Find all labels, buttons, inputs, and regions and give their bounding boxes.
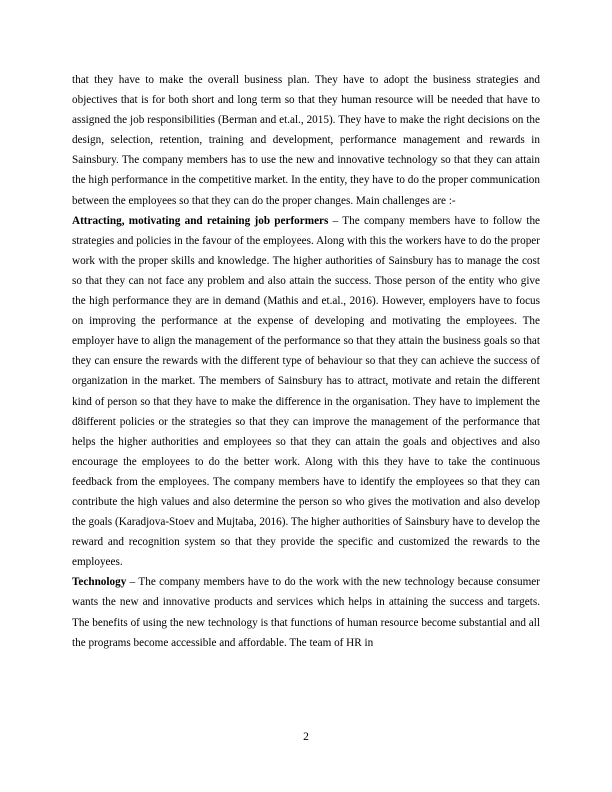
paragraph-intro: that they have to make the overall business plan. They have to adopt the business strategies and objectives that is for both short and long term so that they human resource will be needed that have to assigned the job responsibilities (Berman and et.al., 2015). They have to make the right decisions on the design, selection, retention, training and development, performance management and rewards in Sainsbury. The company members has to use the new and innovative technology so that they can attain the high performance in the competitive market. In the entity, they have to do the proper communication between the employees so that they can do the proper changes. Main challenges are :- — [72, 74, 540, 207]
paragraph-attracting — [72, 211, 540, 573]
section-heading-technology: Technology — [72, 576, 127, 589]
section-body-technology: – The company members have to do the work with the new technology because consumer wants the new and innovative products and services which helps in attaining the success and targets. The benefits of using the new technology is that functions of human resource become substantial and all the programs become accessible and affordable. The team of HR in — [72, 576, 540, 649]
section-body-attracting: – The company members have to follow the strategies and policies in the favour of the employees. Along with this the workers have to do the proper work with the proper skills and knowledge. The higher authorities of Sainsbury has to manage the cost so that they can not face any problem and also attain the success. Those person of the entity who give the high performance they are in demand (Mathis and et.al., 2016). However, employers have to focus on improving the performance at the expense of developing and motivating the employees. The employer have to align the management of the performance so that they attain the business goals so that they can ensure the rewards with the different type of behaviour so that they can achieve the success of organization in the market. The members of Sainsbury has to attract, motivate and retain the different kind of person so that they have to make the difference in the organisation. They have to implement the d8ifferent policies or the strategies so that they can improve the management of the performance that helps the higher authorities and employees so that they can attain the goals and objectives and also encourage the employees to do the better work. Along with this they have to take the continuous feedback from the employees. The company members have to identify the employees so that they can contribute the high values and also determine the person so who gives the motivation and also develop the goals (Karadjova-Stoev and Mujtaba, 2016). The higher authorities of Sainsbury have to develop the reward and recognition system so that they provide the specific and customized the rewards to the employees. — [72, 214, 541, 569]
document-body — [72, 70, 540, 653]
paragraph-technology — [72, 572, 540, 652]
page-number: 2 — [303, 731, 309, 743]
section-heading-attracting: Attracting, motivating and retaining job performers — [72, 214, 329, 227]
